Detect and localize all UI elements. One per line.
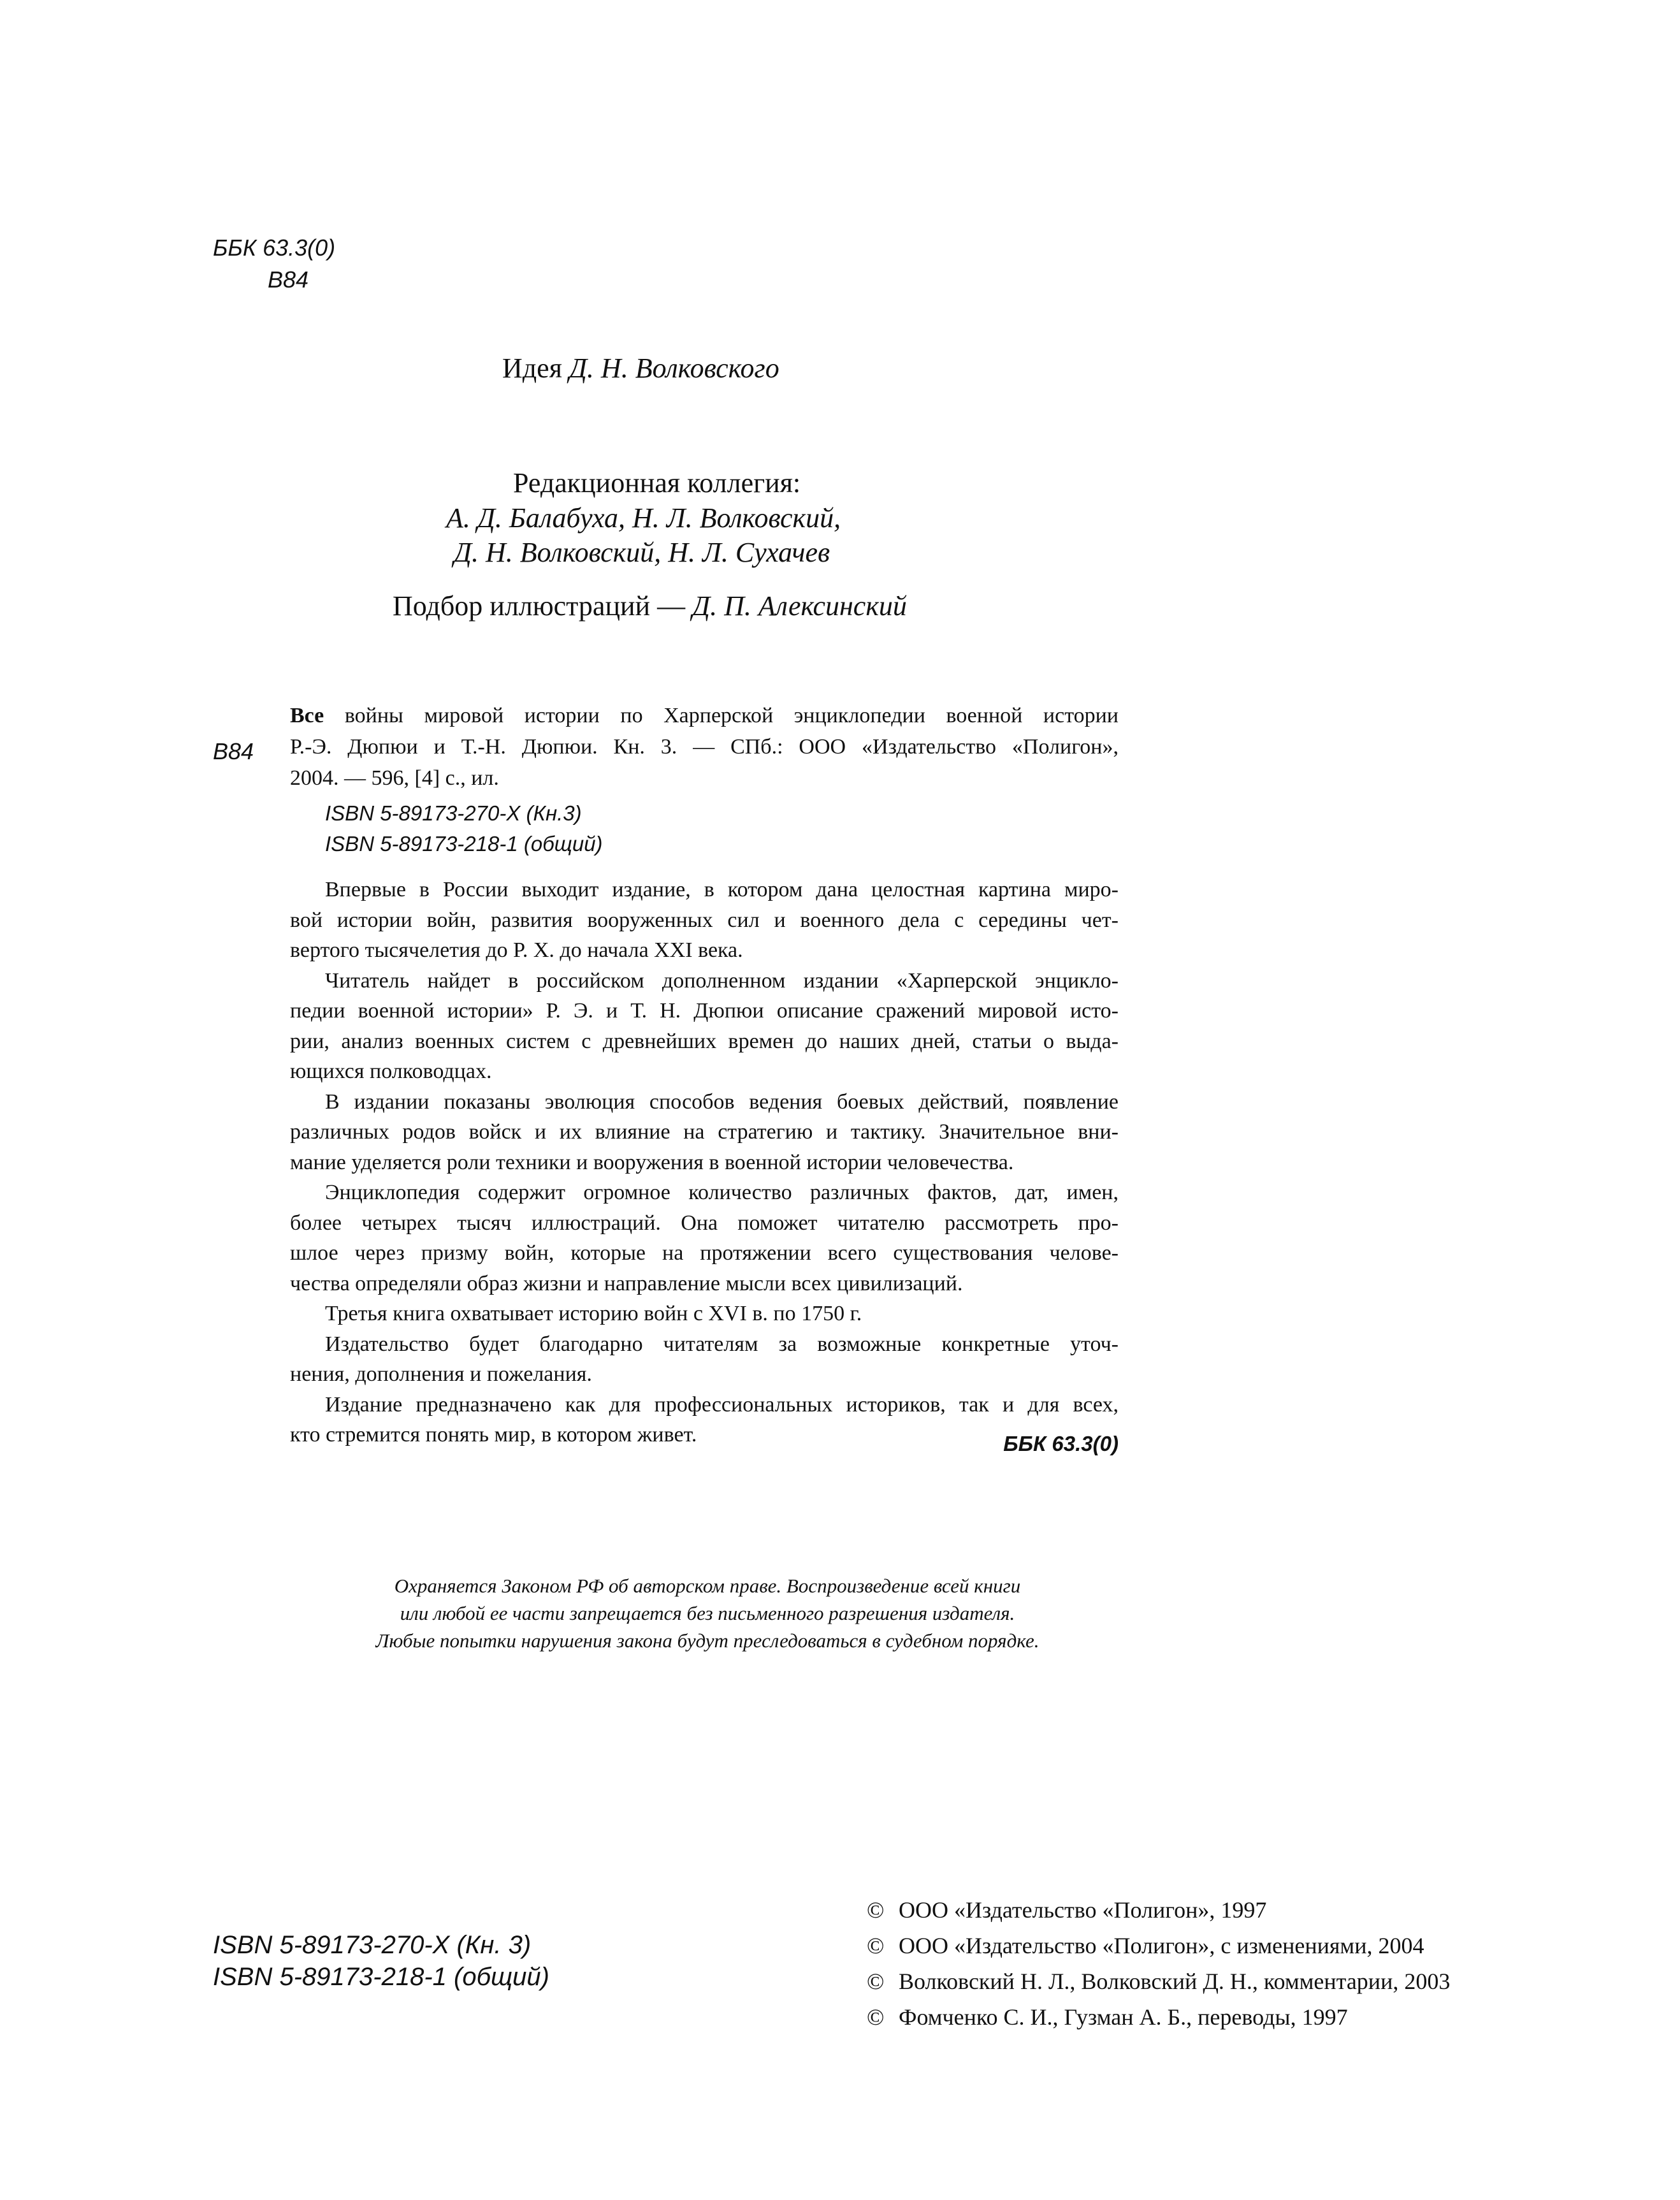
- copyright-symbol: ©: [867, 1897, 885, 1923]
- copyright-notice-line: или любой ее части запрещается без письменного разрешения издателя.: [400, 1602, 1015, 1624]
- annotation-line: чества определяли образ жизни и направление мысли всех цивилизаций.: [290, 1271, 963, 1295]
- annotation-paragraph: [290, 1177, 1119, 1299]
- copyright-list: [867, 1892, 1450, 2035]
- copyright-symbol: ©: [867, 2004, 885, 2030]
- annotation-line: педии военной истории» Р. Э. и Т. Н. Дюпюи описание сражений мировой исто-: [290, 999, 1119, 1023]
- catalog-line-1: [290, 700, 1119, 731]
- annotation-line: нения, дополнения и пожелания.: [290, 1362, 592, 1386]
- copyright-symbol: ©: [867, 1933, 885, 1958]
- editorial-board-members-1: А. Д. Балабуха, Н. Л. Волковский,: [446, 502, 841, 534]
- illustrations-credit: [393, 590, 907, 622]
- isbn-footer-general: ISBN 5-89173-218-1 (общий): [213, 1963, 549, 1991]
- author-mark-top: В84: [268, 266, 309, 293]
- annotation-line: кто стремится понять мир, в котором живет.: [290, 1423, 697, 1446]
- annotation: [290, 875, 1119, 1450]
- idea-credit: [502, 352, 779, 384]
- annotation-line: шлое через призму войн, которые на протяжении всего существования челове-: [290, 1241, 1119, 1265]
- annotation-line: Третья книга охватывает историю войн с XVI в. по 1750 г.: [325, 1302, 862, 1325]
- annotation-line: мание уделяется роли техники и вооружения в военной истории человечества.: [290, 1150, 1014, 1174]
- annotation-line: вертого тысячелетия до Р. Х. до начала XXI века.: [290, 938, 743, 962]
- catalog-author-mark: В84: [213, 738, 254, 764]
- copyright-text: Волковский Н. Л., Волковский Д. Н., комментарии, 2003: [899, 1969, 1451, 1994]
- annotation-line: Издание предназначено как для профессиональных историков, так и для всех,: [325, 1392, 1119, 1417]
- annotation-line: вой истории войн, развития вооруженных сил и военного дела с середины чет-: [290, 908, 1119, 932]
- catalog-record: [290, 700, 1119, 794]
- editorial-board-members-2: Д. Н. Волковский, Н. Л. Сухачев: [454, 537, 830, 568]
- annotation-line: рии, анализ военных систем с древнейших времен до наших дней, статьи о выда-: [290, 1029, 1119, 1053]
- annotation-line: Энциклопедия содержит огромное количество различных фактов, дат, имен,: [325, 1181, 1119, 1204]
- annotation-line: Читатель найдет в российском дополненном издании «Харперской энцикло-: [325, 968, 1119, 993]
- annotation-line: В издании показаны эволюция способов ведения боевых действий, появление: [325, 1089, 1119, 1114]
- copyright-notice: [268, 1572, 1147, 1654]
- isbn-footer-volume: ISBN 5-89173-270-Х (Кн. 3): [213, 1931, 532, 1959]
- copyright-row: [867, 1928, 1450, 1963]
- annotation-paragraph: [290, 966, 1119, 1087]
- catalog-isbn-volume: ISBN 5-89173-270-Х (Кн.3): [325, 801, 582, 825]
- copyright-row: [867, 1963, 1450, 1999]
- illustrations-label: Подбор иллюстраций —: [393, 590, 686, 622]
- catalog-isbn-general: ISBN 5-89173-218-1 (общий): [325, 832, 603, 856]
- annotation-paragraph: [290, 1087, 1119, 1178]
- editorial-board-heading: Редакционная коллегия:: [513, 467, 801, 499]
- copyright-symbol: ©: [867, 1969, 885, 1994]
- bbk-classification-top: ББК 63.3(0): [213, 235, 336, 261]
- copyright-text: ООО «Издательство «Полигон», 1997: [899, 1897, 1267, 1923]
- annotation-line: различных родов войск и их влияние на стратегию и тактику. Значительное вни-: [290, 1120, 1119, 1144]
- idea-name: Д. Н. Волковского: [568, 353, 779, 384]
- copyright-text: ООО «Издательство «Полигон», с изменениями, 2004: [899, 1933, 1424, 1958]
- annotation-paragraph: [290, 1329, 1119, 1390]
- catalog-line-3: 2004. — 596, [4] с., ил.: [290, 766, 499, 790]
- annotation-line: более четырех тысяч иллюстраций. Она поможет читателю рассмотреть про-: [290, 1211, 1119, 1235]
- copyright-text: Фомченко С. И., Гузман А. Б., переводы, 1997: [899, 2004, 1348, 2030]
- catalog-line-2: Р.-Э. Дюпюи и Т.-Н. Дюпюи. Кн. 3. — СПб.: ООО «Издательство «Полигон»,: [290, 735, 1119, 759]
- copyright-notice-line: Любые попытки нарушения закона будут преследоваться в судебном порядке.: [375, 1629, 1039, 1652]
- idea-label: Идея: [502, 353, 562, 384]
- isbn-footer: [213, 1929, 549, 1993]
- annotation-paragraph: [290, 875, 1119, 966]
- annotation-line: ющихся полководцах.: [290, 1060, 492, 1083]
- bbk-classification-bottom: ББК 63.3(0): [1003, 1432, 1119, 1455]
- catalog-title-bold: Все: [290, 704, 324, 727]
- catalog-line-1-rest: войны мировой истории по Харперской энциклопедии военной истории: [324, 704, 1119, 727]
- illustrations-name: Д. П. Алексинский: [692, 590, 907, 622]
- copyright-row: [867, 1892, 1450, 1928]
- copyright-row: [867, 1999, 1450, 2035]
- annotation-line: Впервые в России выходит издание, в котором дана целостная картина миро-: [325, 878, 1119, 901]
- annotation-paragraph: [290, 1299, 1119, 1329]
- annotation-line: Издательство будет благодарно читателям за возможные конкретные уточ-: [325, 1332, 1119, 1356]
- copyright-notice-line: Охраняется Законом РФ об авторском праве. Воспроизведение всей книги: [394, 1575, 1021, 1597]
